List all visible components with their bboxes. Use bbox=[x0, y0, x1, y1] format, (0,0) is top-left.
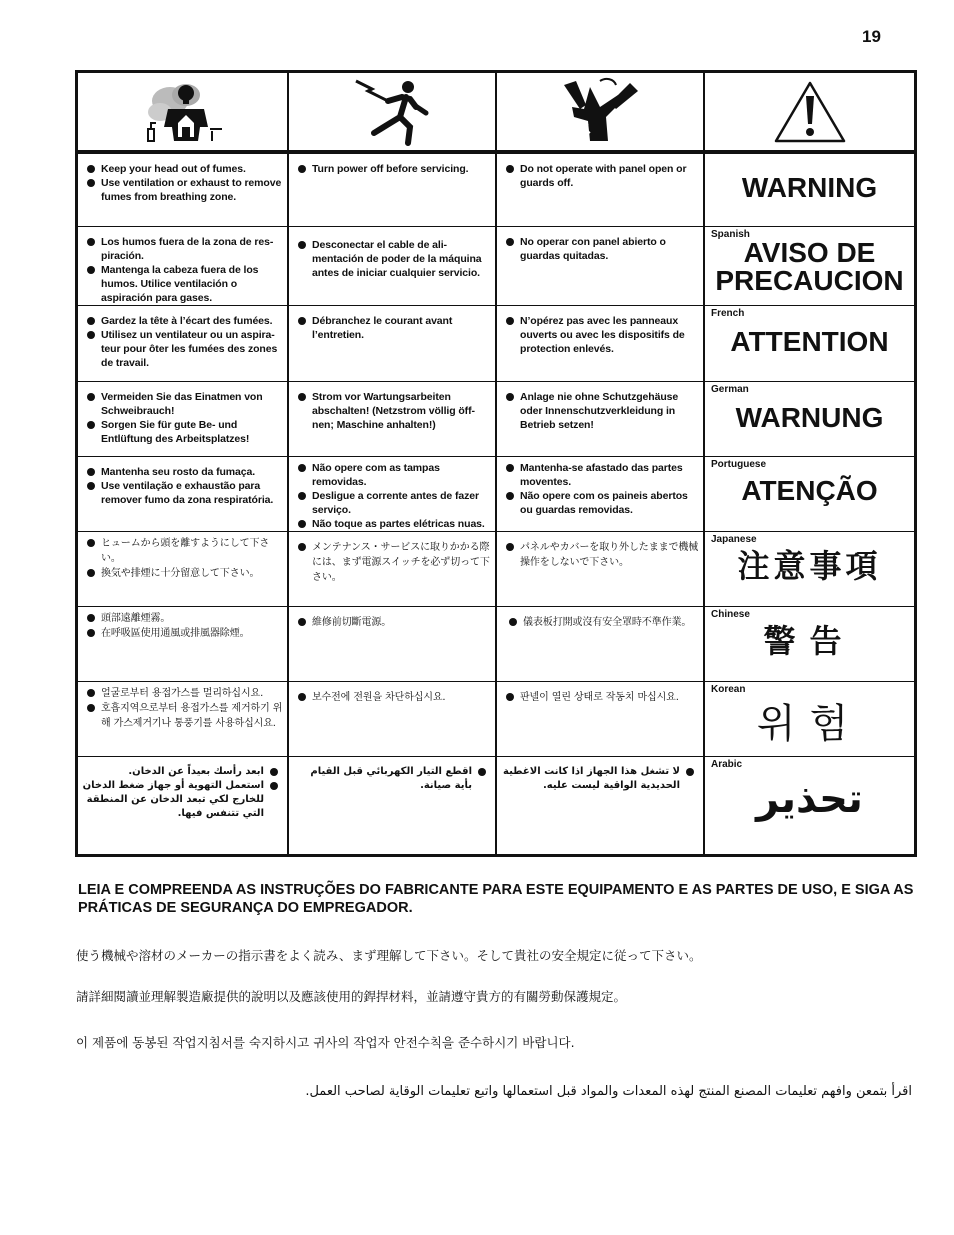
list-item: 在呼吸區使用通風或排風器除煙。 bbox=[87, 626, 283, 641]
fumes-cell-english bbox=[78, 154, 289, 227]
list-item: Vermeiden Sie das Einatmen von Schweibrauch! bbox=[87, 390, 283, 418]
guards-cell-korean bbox=[497, 682, 705, 757]
language-label: Arabic bbox=[711, 759, 743, 770]
triangle-icon-cell bbox=[705, 73, 914, 154]
list-item: Utilisez un ventilateur ou un aspira-teur pour ôter les fumées des zones de travail. bbox=[87, 328, 283, 370]
fumes-cell-french bbox=[78, 306, 289, 382]
fumes-cell-portuguese bbox=[78, 457, 289, 532]
language-label: Chinese bbox=[711, 609, 750, 620]
language-label: Spanish bbox=[711, 229, 750, 240]
list-item: Débranchez le courant avant l’entretien. bbox=[298, 314, 491, 342]
warning-word: WARNUNG bbox=[735, 402, 884, 433]
instruction-note-japanese: 使う機械や溶材のメーカーの指示書をよく読み、まず理解して下さい。そして貴社の安全規定に従って下さい。 bbox=[76, 948, 702, 963]
list-item: Mantenha-se afastado das partes moventes. bbox=[506, 461, 699, 489]
guards-cell-japanese bbox=[497, 532, 705, 607]
power-cell-spanish bbox=[289, 227, 497, 306]
page-number: 19 bbox=[862, 27, 881, 46]
list-item: Do not operate with panel open or guards off. bbox=[506, 162, 699, 190]
guards-cell-english bbox=[497, 154, 705, 227]
electric-shock-icon bbox=[352, 77, 432, 147]
fumes-icon-cell bbox=[78, 73, 289, 154]
fumes-head-icon bbox=[138, 79, 228, 144]
language-label: Korean bbox=[711, 684, 746, 695]
power-cell-portuguese bbox=[289, 457, 497, 532]
warning-word: 위험 bbox=[756, 701, 863, 747]
warning-word: 警告 bbox=[763, 622, 856, 660]
fumes-cell-chinese bbox=[78, 607, 289, 682]
list-item: اقطع التيار الكهربائي قبل القيام بأية صيانة. bbox=[293, 765, 486, 793]
instruction-note-chinese: 請詳細閱讀並理解製造廠提供的說明以及應該使用的銲捍材料，並請遵守貴方的有關勞動保護規定。 bbox=[76, 989, 627, 1004]
list-item: メンテナンス・サービスに取りかかる際には、まず電源スイッチを必ず切って下さい。 bbox=[298, 540, 491, 585]
shock-icon-cell bbox=[289, 73, 497, 154]
list-item: 판넬이 열린 상태로 작동치 마십시요. bbox=[506, 690, 699, 705]
warning-word-cell-japanese bbox=[705, 532, 914, 607]
list-item: ヒュームから頭を離すようにして下さい。 bbox=[87, 536, 283, 566]
list-item: Turn power off before servicing. bbox=[298, 162, 491, 176]
list-item: Desconectar el cable de ali-mentación de poder de la máquina antes de iniciar cualquier servicio. bbox=[298, 238, 491, 280]
list-item: 보수전에 전원을 차단하십시요. bbox=[298, 690, 491, 705]
warning-word: WARNING bbox=[741, 172, 878, 203]
list-item: Los humos fuera de la zona de res-piración. bbox=[87, 235, 283, 263]
power-cell-arabic bbox=[289, 757, 497, 854]
language-label: Japanese bbox=[711, 534, 757, 545]
power-cell-english bbox=[289, 154, 497, 227]
list-item: 換気や排煙に十分留意して下さい。 bbox=[87, 566, 283, 581]
power-cell-japanese bbox=[289, 532, 497, 607]
list-item: Use ventilation or exhaust to remove fumes from breathing zone. bbox=[87, 176, 283, 204]
language-label: Portuguese bbox=[711, 459, 767, 470]
guards-cell-french bbox=[497, 306, 705, 382]
list-item: N’opérez pas avec les panneaux ouverts ou avec les dispositifs de protection enlevés. bbox=[506, 314, 699, 356]
list-item: Keep your head out of fumes. bbox=[87, 162, 283, 176]
warning-word-cell-french bbox=[705, 306, 914, 382]
list-item: لا تشغل هذا الجهاز اذا كانت الاغطية الحديدية الواقية ليست عليه. bbox=[501, 765, 694, 793]
guards-cell-spanish bbox=[497, 227, 705, 306]
warning-table bbox=[75, 70, 917, 857]
warning-word: ATTENTION bbox=[730, 326, 889, 357]
guards-cell-portuguese bbox=[497, 457, 705, 532]
list-item: Não toque as partes elétricas nuas. bbox=[298, 517, 491, 531]
list-item: Use ventilação e exhaustão para remover fumo da zona respiratória. bbox=[87, 479, 283, 507]
list-item: Não opere com os paineis abertos ou guardas removidas. bbox=[506, 489, 699, 517]
guards-cell-german bbox=[497, 382, 705, 457]
list-item: 호흡지역으로부터 용접가스를 제거하기 위해 가스제거기나 통풍기를 사용하십시요. bbox=[87, 701, 283, 731]
list-item: Strom vor Wartungsarbeiten abschalten! (Netzstrom völlig öff-nen; Maschine anhalten!) bbox=[298, 390, 491, 432]
list-item: No operar con panel abierto o guardas quitadas. bbox=[506, 235, 699, 263]
warning-word-cell-portuguese bbox=[705, 457, 914, 532]
fumes-cell-japanese bbox=[78, 532, 289, 607]
warning-word: 注意事項 bbox=[737, 547, 882, 585]
list-item: 維修前切斷電源。 bbox=[298, 615, 491, 630]
fumes-cell-spanish bbox=[78, 227, 289, 306]
warning-word-cell-korean bbox=[705, 682, 914, 757]
warning-word-cell-german bbox=[705, 382, 914, 457]
language-label: German bbox=[711, 384, 749, 395]
warning-word-cell-english bbox=[705, 154, 914, 227]
guards-cell-arabic bbox=[497, 757, 705, 854]
warning-word-cell-chinese bbox=[705, 607, 914, 682]
list-item: استعمل التهوية أو جهاز ضغط الدخان للخارج لكي تبعد الدخان عن المنطقة التي تتنفس فيها. bbox=[82, 779, 278, 821]
list-item: 頭部遠離煙霧。 bbox=[87, 611, 283, 626]
power-cell-german bbox=[289, 382, 497, 457]
warning-word-cell-arabic bbox=[705, 757, 914, 854]
warning-word: ATENÇÃO bbox=[741, 475, 878, 506]
list-item: 儀表板打開或沒有安全罩時不準作業。 bbox=[509, 615, 699, 630]
power-cell-korean bbox=[289, 682, 497, 757]
guards-cell-chinese bbox=[497, 607, 705, 682]
list-item: Desligue a corrente antes de fazer serviço. bbox=[298, 489, 491, 517]
list-item: Mantenga la cabeza fuera de los humos. Utilice ventilación o aspiración para gases. bbox=[87, 263, 283, 305]
warning-triangle-icon bbox=[773, 80, 847, 144]
list-item: ابعد رأسك بعيداً عن الدخان. bbox=[82, 765, 278, 779]
power-cell-french bbox=[289, 306, 497, 382]
list-item: Mantenha seu rosto da fumaça. bbox=[87, 465, 283, 479]
moving-parts-icon-cell bbox=[497, 73, 705, 154]
list-item: Anlage nie ohne Schutzgehäuse oder Innenschutzverkleidung in Betrieb setzen! bbox=[506, 390, 699, 432]
warning-word: AVISO DE PRECAUCION bbox=[715, 237, 904, 296]
warning-word: تحذير bbox=[756, 776, 863, 822]
power-cell-chinese bbox=[289, 607, 497, 682]
list-item: Gardez la tête à l’écart des fumées. bbox=[87, 314, 283, 328]
warning-word-cell-spanish bbox=[705, 227, 914, 306]
instruction-note-arabic: اقرأ بتمعن وافهم تعليمات المصنع المنتج لهذه المعدات والمواد قبل استعمالها واتبع تعليمات الوقاية لصاحب العمل. bbox=[305, 1084, 912, 1099]
list-item: Não opere com as tampas removidas. bbox=[298, 461, 491, 489]
instruction-note-portuguese: LEIA E COMPREENDA AS INSTRUÇÕES DO FABRICANTE PARA ESTE EQUIPAMENTO E AS PARTES DE USO, E SIGA AS PRÁTICAS DE SEGURANÇA DO EMPREGADOR. bbox=[78, 882, 914, 916]
list-item: Sorgen Sie für gute Be- und Entlüftung des Arbeitsplatzes! bbox=[87, 418, 283, 446]
fumes-cell-arabic bbox=[78, 757, 289, 854]
fumes-cell-korean bbox=[78, 682, 289, 757]
language-label: French bbox=[711, 308, 745, 319]
instruction-note-korean: 이 제품에 동봉된 작업지침서를 숙지하시고 귀사의 작업자 안전수칙을 준수하시기 바랍니다. bbox=[76, 1035, 575, 1050]
list-item: パネルやカバーを取り外したままで機械操作をしないで下さい。 bbox=[506, 540, 699, 570]
moving-parts-hand-icon bbox=[560, 77, 640, 147]
list-item: 얼굴로부터 용접가스를 멀리하십시요. bbox=[87, 686, 283, 701]
fumes-cell-german bbox=[78, 382, 289, 457]
